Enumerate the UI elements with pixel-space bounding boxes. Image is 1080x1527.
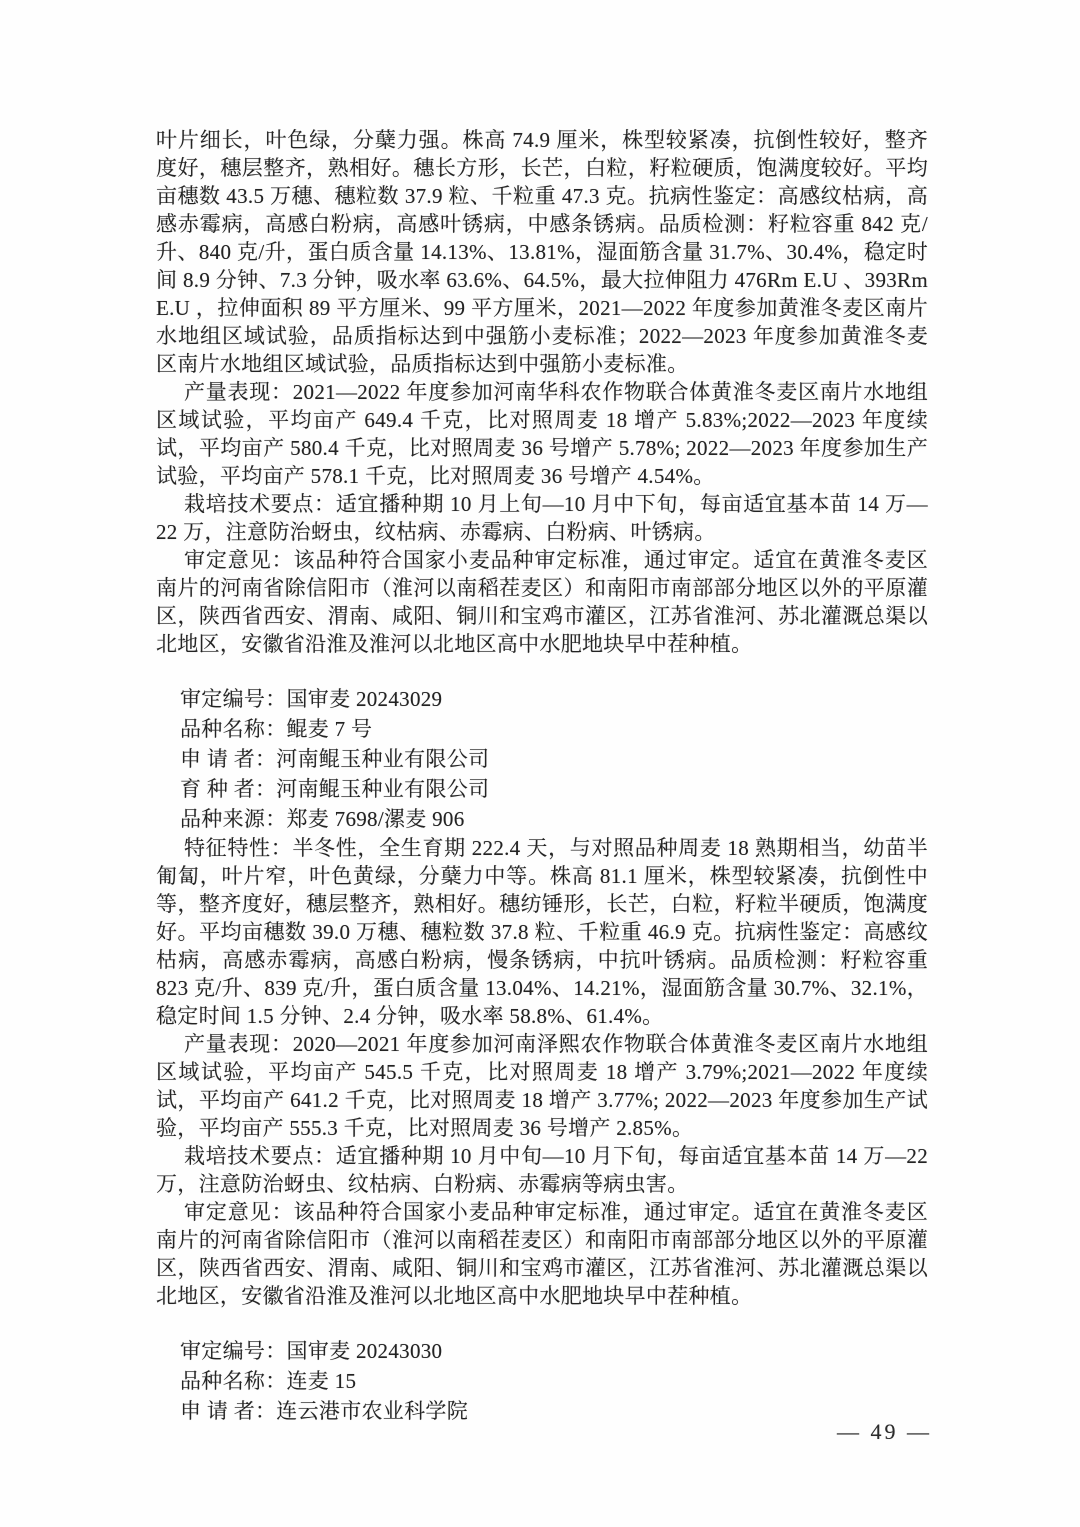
field-variety-name: 品种名称：鲲麦 7 号 [180, 717, 373, 741]
field-approval-number: 审定编号：国审麦 20243030 [180, 1339, 443, 1363]
paragraph-traits-continued: 叶片细长，叶色绿，分蘖力强。株高 74.9 厘米，株型较紧凑，抗倒性较好，整齐度好，穗层整齐，熟相好。穗长方形，长芒，白粒，籽粒硬质，饱满度较好。平均亩穗数 43.5 万穗、穗粒数 37.9 粒、千粒重 47.3 克。抗病性鉴定：高感纹枯病，高感赤霉病，高感白粉病，高感叶锈病，中感条锈病。品质检测：籽粒容重 842 克/升、840 克/升，蛋白质含量 14.13%、13.81%，湿面筋含量 31.7%、30.4%，稳定时间 8.9 分钟、7.3 分钟，吸水率 63.6%、64.5%，最大拉伸阻力 476Rm E.U 、393Rm E.U ，拉伸面积 89 平方厘米、99 平方厘米，2021—2022 年度参加黄淮冬麦区南片水地组区域试验，品质指标达到中强筋小麦标准；2022—2023 年度参加黄淮冬麦区南片水地组区域试验，品质指标达到中强筋小麦标准。 [156, 128, 928, 376]
paragraph-approval-opinion: 审定意见：该品种符合国家小麦品种审定标准，通过审定。适宜在黄淮冬麦区南片的河南省除信阳市（淮河以南稻茬麦区）和南阳市南部部分地区以外的平原灌区，陕西省西安、渭南、咸阳、铜川和宝鸡市灌区，江苏省淮河、苏北灌溉总渠以北地区，安徽省沿淮及淮河以北地区高中水肥地块早中茬种植。 [156, 1200, 928, 1308]
paragraph-traits: 特征特性：半冬性，全生育期 222.4 天，与对照品种周麦 18 熟期相当，幼苗半匍匐，叶片窄，叶色黄绿，分蘖力中等。株高 81.1 厘米，株型较紧凑，抗倒性中等，整齐度好，穗层整齐，熟相好。穗纺锤形，长芒，白粒，籽粒半硬质，饱满度好。平均亩穗数 39.0 万穗、穗粒数 37.8 粒、千粒重 46.9 克。抗病性鉴定：高感纹枯病，高感赤霉病，高感白粉病，慢条锈病，中抗叶锈病。品质检测：籽粒容重 823 克/升、839 克/升，蛋白质含量 13.04%、14.21%，湿面筋含量 30.7%、32.1%，稳定时间 1.5 分钟、2.4 分钟，吸水率 58.8%、61.4%。 [156, 836, 928, 1028]
paragraph-cultivation-tips: 栽培技术要点：适宜播种期 10 月上旬—10 月中下旬，每亩适宜基本苗 14 万—22 万，注意防治蚜虫，纹枯病、赤霉病、白粉病、叶锈病。 [156, 492, 928, 544]
variety-entry-continued [156, 126, 928, 658]
field-applicant: 申 请 者：河南鲲玉种业有限公司 [180, 747, 490, 771]
variety-entry-20243030 [156, 1336, 928, 1426]
field-approval-number: 审定编号：国审麦 20243029 [180, 687, 443, 711]
paragraph-approval-opinion: 审定意见：该品种符合国家小麦品种审定标准，通过审定。适宜在黄淮冬麦区南片的河南省除信阳市（淮河以南稻茬麦区）和南阳市南部部分地区以外的平原灌区，陕西省西安、渭南、咸阳、铜川和宝鸡市灌区，江苏省淮河、苏北灌溉总渠以北地区，安徽省沿淮及淮河以北地区高中水肥地块早中茬种植。 [156, 548, 928, 656]
field-variety-name: 品种名称：连麦 15 [180, 1369, 357, 1393]
variety-entry-20243029 [156, 684, 928, 1310]
field-variety-source: 品种来源：郑麦 7698/漯麦 906 [180, 807, 465, 831]
page-content [156, 126, 928, 1426]
field-breeder: 育 种 者：河南鲲玉种业有限公司 [180, 777, 490, 801]
paragraph-yield-performance: 产量表现：2020—2021 年度参加河南泽熙农作物联合体黄淮冬麦区南片水地组区域试验，平均亩产 545.5 千克，比对照周麦 18 增产 3.79%;2021—2022 年度续试，平均亩产 641.2 千克，比对照周麦 18 增产 3.77%; 2022—2023 年度参加生产试验，平均亩产 555.3 千克，比对照周麦 36 号增产 2.85%。 [156, 1032, 928, 1140]
paragraph-yield-performance: 产量表现：2021—2022 年度参加河南华科农作物联合体黄淮冬麦区南片水地组区域试验，平均亩产 649.4 千克，比对照周麦 18 增产 5.83%;2022—2023 年度续试，平均亩产 580.4 千克，比对照周麦 36 号增产 5.78%; 2022—2023 年度参加生产试验，平均亩产 578.1 千克，比对照周麦 36 号增产 4.54%。 [156, 380, 928, 488]
page-number: — 49 — [837, 1419, 932, 1444]
paragraph-cultivation-tips: 栽培技术要点：适宜播种期 10 月中旬—10 月下旬，每亩适宜基本苗 14 万—22 万，注意防治蚜虫、纹枯病、白粉病、赤霉病等病虫害。 [156, 1144, 928, 1196]
field-applicant: 申 请 者：连云港市农业科学院 [180, 1399, 468, 1423]
